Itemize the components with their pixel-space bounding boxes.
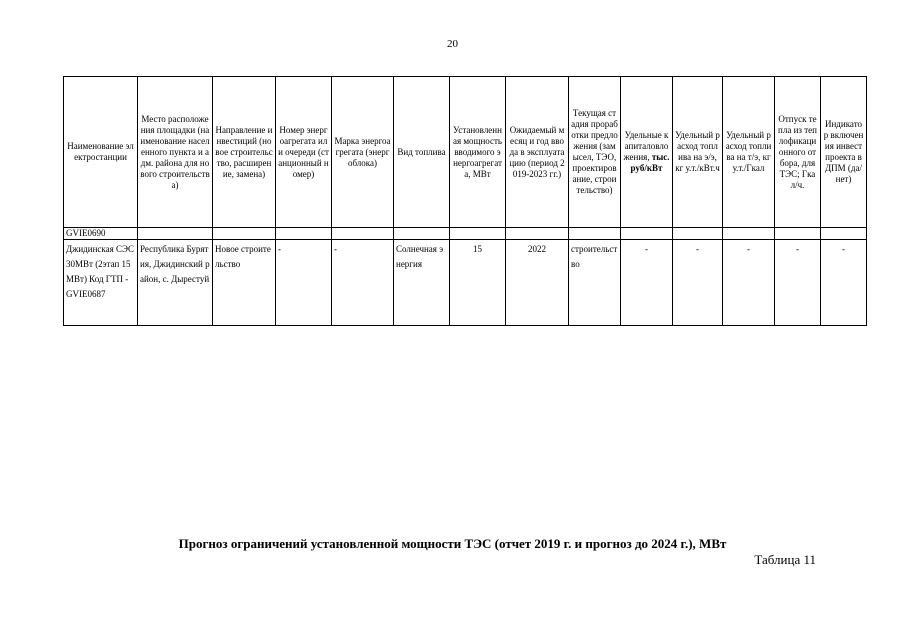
header-fuel-ee: Удельный расход топлива на э/э, кг у.т./кВт.ч [673,77,723,228]
cell-fuel-ee: - [673,240,723,326]
code-cell: GVIE0690 [64,228,138,240]
cell-fuel-te: - [723,240,775,326]
header-capex [621,77,673,228]
cell-stage: строительство [569,240,621,326]
header-brand: Марка энергоагрегата (энергоблока) [332,77,394,228]
header-capex-unit: тыс. руб/кВт [630,152,670,173]
cell-name: Джидинская СЭС 30МВт (2этап 15МВт) Код ГТП - GVIE0687 [64,240,138,326]
header-year: Ожидаемый месяц и год ввода в эксплуатацию (период 2019-2023 гг.) [506,77,569,228]
table-row-code [64,228,867,240]
header-name: Наименование электростанции [64,77,138,228]
header-stage: Текущая стадия проработки предложения (замысел, ТЭО, проектирование, строительство) [569,77,621,228]
header-capex-text: Удельные капиталовложения, [623,130,669,162]
cell-brand: - [332,240,394,326]
cell-capex: - [621,240,673,326]
header-direction: Направление инвестиций (новое строительство, расширение, замена) [213,77,276,228]
cell-direction: Новое строительство [213,240,276,326]
page-number: 20 [447,38,458,50]
table-label: Таблица 11 [754,552,816,567]
investment-projects-table [63,76,867,326]
cell-location: Республика Бурятия, Джидинский район, с. Дырестуй [138,240,213,326]
header-dpm: Индикатор включения инвест проекта в ДПМ (да/нет) [821,77,867,228]
section-title: Прогноз ограничений установленной мощности ТЭС (отчет 2019 г. и прогноз до 2024 г.), МВт [178,536,727,551]
header-fuel: Вид топлива [394,77,450,228]
header-row [64,77,867,228]
cell-unit-number: - [276,240,332,326]
header-capacity: Установленная мощность вводимого энергоагрегата, МВт [450,77,506,228]
cell-capacity: 15 [450,240,506,326]
cell-dpm: - [821,240,867,326]
header-unit-number: Номер энергоагрегата или очереди (станционный номер) [276,77,332,228]
header-fuel-te: Удельный расход топлива на т/э, кг у.т./Гкал [723,77,775,228]
header-heat: Отпуск тепла из теплофикационного отбора, для ТЭС; Гкал/ч. [775,77,821,228]
cell-heat: - [775,240,821,326]
table-row [64,240,867,326]
cell-fuel: Солнечная энергия [394,240,450,326]
cell-year: 2022 [506,240,569,326]
header-location: Место расположения площадки (наименование населенного пункта и адм. района для нового строительства) [138,77,213,228]
